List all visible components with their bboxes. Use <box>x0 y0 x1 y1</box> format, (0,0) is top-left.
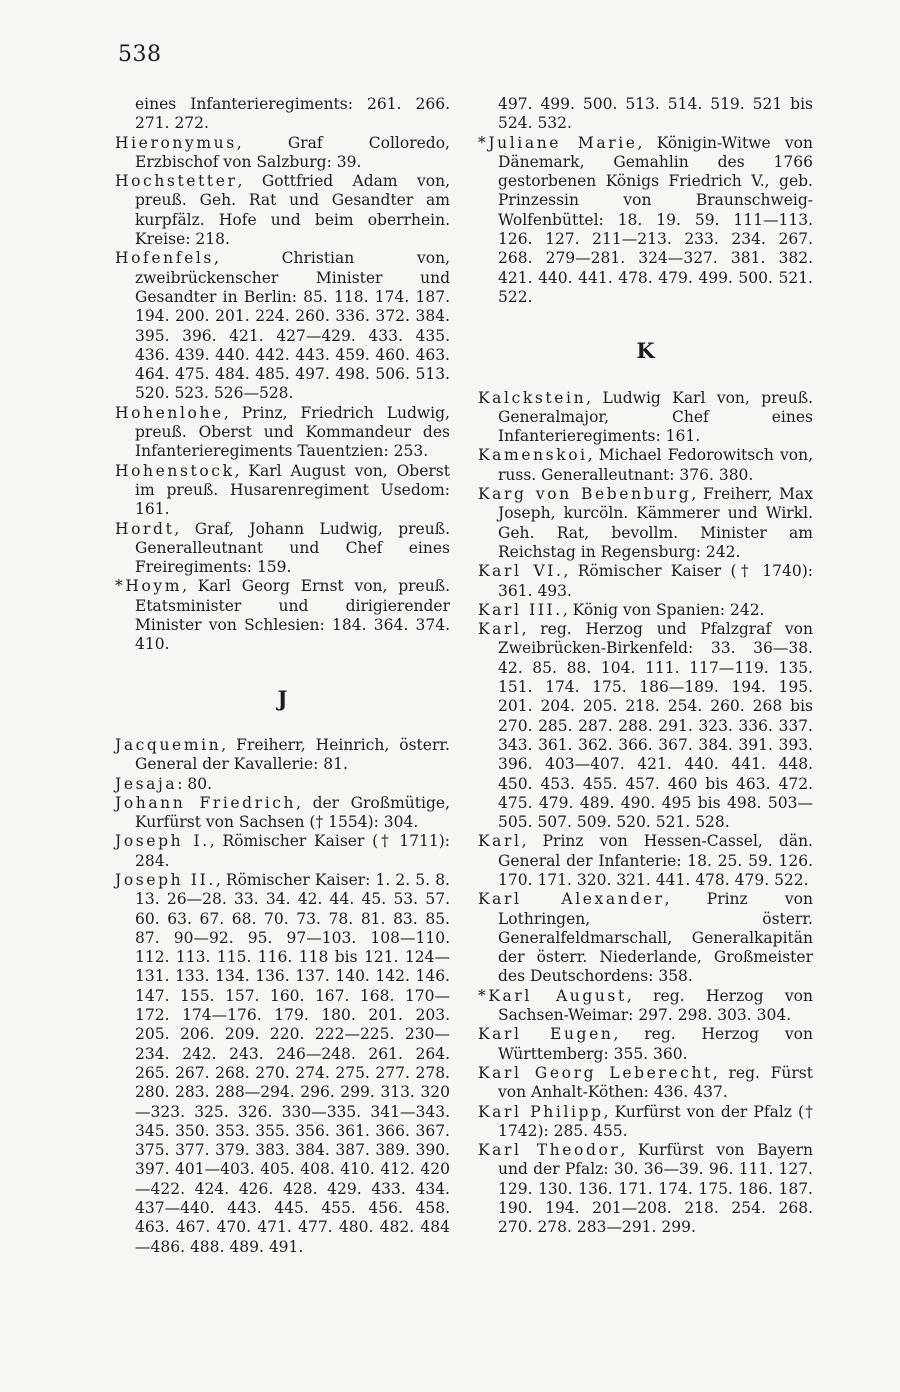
entry-name: Karl Theodor <box>478 1141 621 1160</box>
entry-text: , Gottfried Adam von, preuß. Geh. Rat und Gesandter am kurpfälz. Hofe und beim oberrhein. Kreise: 218. <box>135 172 450 249</box>
entry-text: , der Großmütige, Kurfürst von Sachsen († 1554): 304. <box>135 793 450 832</box>
entry-name: Karl <box>478 832 522 851</box>
index-entry <box>478 987 813 1026</box>
entry-name: Karl Alexander <box>478 890 665 909</box>
entry-text: , Christian von, zweibrückenscher Minister und Gesandter in Berlin: 85. 118. 174. 187. 194. 200. 201. 224. 260. 336. 372. 384. 395. 396. 421. 427—429. 433. 435. 436. 439. 440. 442. 443. 459. 460. 463. 464. 475. 484. 485. 497. 498. 506. 513. 520. 523. 526—528. <box>135 249 450 403</box>
entry-name: *Juliane Marie <box>478 133 638 152</box>
entry-text: , Römischer Kaiser: 1. 2. 5. 8. 13. 26—28. 33. 34. 42. 44. 45. 53. 57. 60. 63. 67. 68. 70. 73. 78. 81. 83. 85. 87. 90—92. 95. 97—103. 108—110. 112. 113. 115. 116. 118 bis 121. 124—131. 133. 134. 136. 137. 140. 142. 146. 147. 155. 157. 160. 167. 168. 170—172. 174—176. 179. 180. 201. 203. 205. 206. 209. 220. 222—225. 230—234. 242. 243. 246—248. 261. 264. 265. 267. 268. 270. 274. 275. 277. 278. 280. 283. 288—294. 296. 299. 313. 320—323. 325. 326. 330—335. 341—343. 345. 350. 353. 355. 356. 361. 366. 367. 375. 377. 379. 383. 384. 387. 389. 390. 397. 401—403. 405. 408. 410. 412. 420—422. 424. 426. 428. 429. 433. 434. 437—440. 443. 445. 455. 456. 458. 463. 467. 470. 471. 477. 480. 482. 484—486. 488. 489. 491. <box>135 870 450 1256</box>
entry-text: , reg. Herzog und Pfalzgraf von Zweibrücken-Birkenfeld: 33. 36—38. 42. 85. 88. 104. 111. 117—119. 135. 151. 174. 175. 186—189. 194. 195. 201. 204. 205. 218. 254. 260. 268 bis 270. 285. 287. 288. 291. 323. 336. 337. 343. 361. 362. 366. 367. 384. 391. 393. 396. 403—407. 421. 440. 441. 448. 450. 453. 455. 457. 460 bis 463. 472. 475. 479. 489. 490. 495 bis 498. 503—505. 507. 509. 520. 521. 528. <box>498 620 813 832</box>
entry-name: *Hoym <box>115 577 183 596</box>
index-entry <box>115 871 450 1257</box>
entry-name: Karl <box>478 620 522 639</box>
entry-name: Hohenlohe <box>115 403 224 422</box>
page-number: 538 <box>118 42 162 67</box>
entry-text: , reg. Herzog von Sachsen-Weimar: 297. 298. 303. 304. <box>498 986 813 1025</box>
entry-text: , reg. Herzog von Württemberg: 355. 360. <box>498 1025 813 1063</box>
index-entry <box>115 775 450 794</box>
index-entry <box>478 562 813 601</box>
entry-text: , Prinz von Hessen-Cassel, dän. General der Infanterie: 18. 25. 59. 126. 170. 171. 320. 321. 441. 478. 479. 522. <box>498 832 813 889</box>
right-entries-before <box>478 95 813 307</box>
entry-name: Hofenfels <box>115 249 214 268</box>
index-entry <box>115 577 450 654</box>
entry-name: Kalckstein <box>478 388 587 407</box>
entry-text: eines Infanterieregiments: 261. 266. 271. 272. <box>135 95 450 133</box>
entry-name: Karl Eugen <box>478 1025 614 1044</box>
index-entry <box>115 832 450 871</box>
entry-name: *Karl August <box>478 986 627 1005</box>
entry-name: Hochstetter <box>115 172 238 191</box>
index-entry <box>478 890 813 986</box>
entry-text: , Karl Georg Ernst von, preuß. Etatsminister und dirigierender Minister von Schlesien: 184. 364. 374. 410. <box>135 577 450 654</box>
index-entry <box>115 172 450 249</box>
index-entry <box>478 620 813 832</box>
entry-text: : 80. <box>177 774 213 793</box>
entry-name: Kamenskoi <box>478 446 588 465</box>
entry-text: , reg. Fürst von Anhalt-Köthen: 436. 437. <box>498 1063 813 1102</box>
entry-name: Karl Georg Leberecht <box>478 1063 713 1082</box>
index-entry <box>478 95 813 134</box>
index-entry <box>115 794 450 833</box>
entry-text: , Ludwig Karl von, preuß. Generalmajor, Chef eines Infanterieregiments: 161. <box>498 388 813 446</box>
index-entry <box>115 736 450 775</box>
section-letter-j: J <box>277 685 288 711</box>
left-column <box>115 95 450 1257</box>
right-entries-after <box>478 389 813 1238</box>
entry-text: 497. 499. 500. 513. 514. 519. 521 bis 524. 532. <box>498 95 813 133</box>
index-entry <box>478 1141 813 1237</box>
index-entry <box>478 832 813 890</box>
left-entries-before <box>115 95 450 655</box>
entry-name: Karg von Bebenburg <box>478 485 692 504</box>
index-entry <box>478 446 813 485</box>
index-entry <box>478 1103 813 1142</box>
entry-name: Hordt <box>115 519 175 538</box>
index-entry <box>115 462 450 520</box>
entry-name: Joseph I. <box>115 832 210 851</box>
entry-text: , Römischer Kaiser († 1711): 284. <box>135 832 450 870</box>
entry-name: Jesaja <box>115 774 178 793</box>
entry-text: , Karl August von, Oberst im preuß. Husarenregiment Usedom: 161. <box>135 461 450 519</box>
entry-name: Karl Philipp <box>478 1102 604 1121</box>
index-entry <box>478 601 813 620</box>
index-entry <box>478 134 813 308</box>
entry-name: Johann Friedrich <box>115 793 297 812</box>
entry-text: , Prinz, Friedrich Ludwig, preuß. Oberst und Kommandeur des Infanterieregiments Tauentzien: 253. <box>135 403 450 461</box>
entry-text: , Graf, Johann Ludwig, preuß. Generalleutnant und Chef eines Freiregiments: 159. <box>135 519 450 577</box>
entry-name: Hieronymus <box>115 133 237 152</box>
entry-text: , Freiherr, Heinrich, österr. General der Kavallerie: 81. <box>135 735 450 774</box>
index-entry <box>115 520 450 578</box>
entry-name: Hohenstock <box>115 461 235 480</box>
index-entry <box>115 134 450 173</box>
entry-text: , Kurfürst von Bayern und der Pfalz: 30. 36—39. 96. 111. 127. 129. 130. 136. 171. 174. 175. 186. 187. 190. 194. 201—208. 218. 254. 268. 270. 278. 283—291. 299. <box>498 1141 813 1237</box>
index-entry <box>478 1025 813 1064</box>
section-letter-k: K <box>636 338 655 364</box>
index-entry <box>478 485 813 562</box>
index-entry <box>115 95 450 134</box>
left-entries-after <box>115 736 450 1257</box>
right-column <box>478 95 813 1238</box>
entry-name: Joseph II. <box>115 870 216 889</box>
entry-text: , Römischer Kaiser († 1740): 361. 493. <box>498 562 813 600</box>
entry-text: , Prinz von Lothringen, österr. Generalfeldmarschall, Generalkapitän der österr. Niederlande, Großmeister des Deutschordens: 358. <box>498 890 813 986</box>
entry-text: , König von Spanien: 242. <box>562 600 765 619</box>
entry-text: , Königin-Witwe von Dänemark, Gemahlin des 1766 gestorbenen Königs Friedrich V., geb. Prinzessin von Braunschweig-Wolfenbüttel: 18. 19. 59. 111—113. 126. 127. 211—213. 233. 234. 267. 268. 279—281. 324—327. 381. 382. 421. 440. 441. 478. 479. 499. 500. 521. 522. <box>498 133 813 306</box>
entry-text: , Graf Colloredo, Erzbischof von Salzburg: 39. <box>135 133 450 171</box>
entry-text: , Michael Fedorowitsch von, russ. Generalleutnant: 376. 380. <box>498 446 813 484</box>
entry-name: Karl III. <box>478 600 563 619</box>
index-entry <box>478 389 813 447</box>
index-entry <box>478 1064 813 1103</box>
index-entry <box>115 404 450 462</box>
entry-name: Jacquemin <box>115 735 222 754</box>
entry-text: , Kurfürst von der Pfalz († 1742): 285. 455. <box>498 1102 813 1140</box>
index-entry <box>115 249 450 403</box>
entry-text: , Freiherr, Max Joseph, kurcöln. Kämmerer und Wirkl. Geh. Rat, bevollm. Minister am Reichstag in Regensburg: 242. <box>498 485 813 561</box>
entry-name: Karl VI. <box>478 562 564 581</box>
